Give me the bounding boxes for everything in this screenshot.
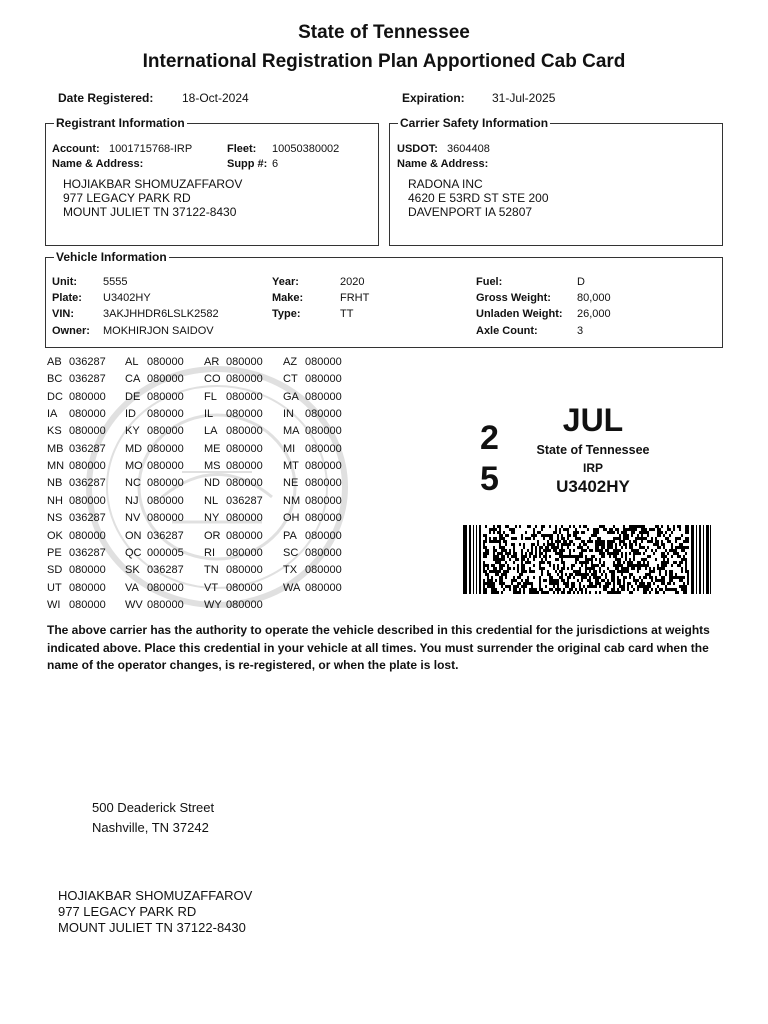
jurisdiction-code: NC [125, 477, 141, 490]
jurisdiction-weight: 080000 [305, 460, 342, 473]
make-value: FRHT [340, 292, 370, 304]
type-value: TT [340, 308, 354, 320]
jurisdiction-code: NL [204, 494, 219, 507]
jurisdiction-weight: 080000 [226, 390, 263, 403]
year-value: 2020 [340, 276, 365, 288]
jurisdiction-weight: 080000 [69, 408, 106, 421]
jurisdiction-code: QC [125, 546, 142, 559]
jurisdiction-code: IN [283, 408, 294, 421]
pdf417-barcode [463, 525, 711, 594]
jurisdiction-code: SK [125, 564, 140, 577]
jurisdiction-weight: 080000 [226, 581, 263, 594]
vehicle-info-legend: Vehicle Information [56, 250, 167, 264]
jurisdiction-entry [204, 529, 263, 543]
carrier-address-line: DAVENPORT IA 52807 [408, 205, 533, 219]
jurisdiction-weight: 080000 [147, 460, 184, 473]
account-value: 1001715768-IRP [109, 143, 193, 155]
jurisdiction-weight: 080000 [147, 494, 184, 507]
supp-value: 6 [272, 158, 279, 170]
fuel-value: D [577, 276, 585, 288]
jurisdiction-weight: 080000 [69, 390, 106, 403]
jurisdiction-entry [283, 511, 342, 525]
mailing-address-line: 977 LEGACY PARK RD [58, 904, 197, 919]
date-registered-label: Date Registered: [58, 91, 154, 105]
jurisdiction-entry [283, 355, 342, 369]
jurisdiction-code: CO [204, 373, 221, 386]
jurisdiction-code: WI [47, 598, 61, 611]
date-registered-value: 18-Oct-2024 [182, 91, 249, 105]
jurisdiction-entry [283, 546, 342, 560]
jurisdiction-weight: 080000 [147, 408, 184, 421]
make-label: Make: [272, 292, 304, 304]
jurisdiction-code: SD [47, 564, 63, 577]
fuel-label: Fuel: [476, 276, 503, 288]
return-address-line: 500 Deaderick Street [92, 800, 215, 815]
expiration-digit: 2 [480, 419, 499, 457]
jurisdiction-weight: 080000 [147, 356, 184, 368]
jurisdiction-weight: 080000 [226, 442, 263, 455]
jurisdiction-entry [204, 355, 263, 369]
jurisdiction-entry [125, 442, 184, 456]
jurisdiction-weight: 000005 [147, 546, 184, 559]
jurisdiction-entry [204, 581, 263, 595]
jurisdiction-weight: 080000 [69, 425, 106, 438]
expiration-digit: 5 [480, 460, 499, 498]
jurisdiction-entry [204, 511, 263, 525]
registrant-info-legend: Registrant Information [56, 116, 185, 130]
usdot-label: USDOT: [397, 143, 438, 155]
jurisdiction-entry [125, 511, 184, 525]
jurisdiction-weight: 036287 [226, 494, 263, 507]
jurisdiction-code: NS [47, 512, 63, 525]
gross-weight-value: 80,000 [577, 292, 611, 304]
jurisdiction-code: AR [204, 356, 220, 368]
jurisdiction-entry [283, 581, 342, 595]
jurisdiction-entry [204, 546, 263, 560]
jurisdiction-code: AL [125, 356, 139, 368]
jurisdiction-code: DC [47, 390, 63, 403]
jurisdiction-entry [47, 407, 106, 421]
jurisdiction-code: BC [47, 373, 63, 386]
jurisdiction-weight: 080000 [305, 425, 342, 438]
jurisdiction-code: AZ [283, 356, 298, 368]
carrier-address-line: 4620 E 53RD ST STE 200 [408, 191, 549, 205]
jurisdiction-code: MN [47, 460, 65, 473]
jurisdiction-weight: 080000 [226, 408, 263, 421]
authority-notice: The above carrier has the authority to operate the vehicle described in this credential for the jurisdictions at weights indicated above. Place this credential in your vehicle at all times. You must surrender the original cab card when the name of the operator changes, is re-registered, or when the plate is lost. [47, 623, 710, 672]
jurisdiction-weight: 080000 [147, 373, 184, 386]
jurisdiction-entry [204, 424, 263, 438]
jurisdiction-code: KS [47, 425, 62, 438]
unit-value: 5555 [103, 276, 128, 288]
owner-label: Owner: [52, 325, 90, 337]
jurisdiction-code: MS [204, 460, 221, 473]
jurisdiction-entry [47, 563, 106, 577]
jurisdiction-entry [204, 442, 263, 456]
jurisdiction-weight: 080000 [226, 460, 263, 473]
jurisdiction-code: UT [47, 581, 62, 594]
jurisdiction-code: FL [204, 390, 217, 403]
jurisdiction-code: IL [204, 408, 214, 421]
jurisdiction-entry [125, 529, 184, 543]
jurisdiction-entry [47, 442, 106, 456]
supp-label: Supp #: [227, 158, 268, 170]
jurisdiction-weight: 080000 [305, 564, 342, 577]
jurisdiction-entry [204, 407, 263, 421]
jurisdiction-entry [47, 598, 106, 612]
year-label: Year: [272, 276, 299, 288]
jurisdiction-entry [204, 476, 263, 490]
jurisdiction-entry [47, 390, 106, 404]
jurisdiction-code: NH [47, 494, 63, 507]
jurisdiction-entry [283, 407, 342, 421]
jurisdiction-weight: 080000 [147, 442, 184, 455]
type-label: Type: [272, 308, 301, 320]
jurisdiction-entry [47, 372, 106, 386]
jurisdiction-weight: 080000 [69, 529, 106, 542]
jurisdiction-entry [125, 494, 184, 508]
jurisdiction-weight: 080000 [226, 425, 263, 438]
registrant-address-line: MOUNT JULIET TN 37122-8430 [63, 205, 237, 219]
jurisdiction-weight: 080000 [69, 564, 106, 577]
jurisdiction-weight: 080000 [305, 356, 342, 368]
jurisdiction-weight: 080000 [305, 529, 342, 542]
jurisdiction-weight: 080000 [147, 598, 184, 611]
jurisdiction-code: OR [204, 529, 221, 542]
jurisdiction-entry [47, 529, 106, 543]
jurisdiction-weight: 080000 [69, 460, 106, 473]
jurisdiction-code: AB [47, 356, 62, 368]
jurisdiction-code: GA [283, 390, 299, 403]
jurisdiction-entry [283, 459, 342, 473]
jurisdiction-code: MI [283, 442, 296, 455]
jurisdiction-code: MD [125, 442, 143, 455]
jurisdiction-entry [47, 355, 106, 369]
sticker-state: State of Tennessee [536, 443, 650, 457]
unladen-weight-value: 26,000 [577, 308, 611, 320]
jurisdiction-code: VA [125, 581, 139, 594]
vin-label: VIN: [52, 308, 74, 320]
jurisdiction-code: CT [283, 373, 298, 386]
jurisdiction-entry [125, 476, 184, 490]
mailing-address-line: HOJIAKBAR SHOMUZAFFAROV [58, 888, 253, 903]
jurisdiction-entry [47, 511, 106, 525]
jurisdiction-code: MB [47, 442, 64, 455]
jurisdiction-weight: 080000 [226, 512, 263, 525]
jurisdiction-code: WA [283, 581, 301, 594]
expiration-value: 31-Jul-2025 [492, 91, 556, 105]
jurisdiction-code: MT [283, 460, 299, 473]
axle-count-value: 3 [577, 325, 584, 337]
jurisdiction-code: SC [283, 546, 299, 559]
jurisdiction-weight: 080000 [69, 494, 106, 507]
jurisdiction-code: TN [204, 564, 219, 577]
jurisdiction-code: ME [204, 442, 221, 455]
jurisdiction-code: WV [125, 598, 143, 611]
jurisdiction-entry [125, 459, 184, 473]
jurisdiction-weight: 080000 [147, 390, 184, 403]
jurisdiction-entry [125, 598, 184, 612]
jurisdiction-entry [283, 563, 342, 577]
jurisdiction-weight: 080000 [147, 477, 184, 490]
jurisdiction-code: NE [283, 477, 299, 490]
jurisdiction-weight: 080000 [147, 581, 184, 594]
carrier-safety-legend: Carrier Safety Information [400, 116, 549, 130]
jurisdiction-entry [125, 407, 184, 421]
sticker-program: IRP [582, 461, 603, 475]
jurisdiction-entry [47, 581, 106, 595]
jurisdiction-entry [204, 372, 263, 386]
jurisdiction-weight: 080000 [305, 581, 342, 594]
jurisdiction-code: DE [125, 390, 141, 403]
jurisdiction-entry [283, 390, 342, 404]
account-label: Account: [52, 143, 100, 155]
gross-weight-label: Gross Weight: [476, 292, 551, 304]
jurisdiction-weight: 080000 [147, 512, 184, 525]
sticker-month: JUL [562, 402, 624, 438]
jurisdiction-code: NY [204, 512, 220, 525]
jurisdiction-entry [283, 372, 342, 386]
usdot-value: 3604408 [447, 143, 490, 155]
jurisdiction-code: WY [204, 598, 222, 611]
jurisdiction-entry [204, 390, 263, 404]
jurisdiction-weight: 036287 [69, 477, 106, 490]
registrant-name-label: Name & Address: [52, 158, 144, 170]
jurisdiction-weight: 036287 [69, 356, 106, 368]
unit-label: Unit: [52, 276, 78, 288]
mailing-address-line: MOUNT JULIET TN 37122-8430 [58, 920, 246, 935]
jurisdiction-weight: 080000 [69, 598, 106, 611]
jurisdiction-code: RI [204, 546, 215, 559]
jurisdiction-code: NB [47, 477, 63, 490]
jurisdiction-weight: 080000 [305, 494, 342, 507]
registrant-address-line: HOJIAKBAR SHOMUZAFFAROV [63, 177, 243, 191]
sticker-plate: U3402HY [556, 477, 630, 496]
jurisdiction-entry [204, 598, 263, 612]
jurisdiction-code: OK [47, 529, 63, 542]
jurisdiction-weight: 080000 [305, 477, 342, 490]
jurisdiction-weight: 080000 [226, 546, 263, 559]
jurisdiction-code: ID [125, 408, 136, 421]
carrier-name-label: Name & Address: [397, 158, 489, 170]
jurisdiction-code: ND [204, 477, 220, 490]
jurisdiction-entry [125, 563, 184, 577]
jurisdiction-code: NM [283, 494, 301, 507]
jurisdiction-entry [47, 476, 106, 490]
jurisdiction-weight: 036287 [69, 373, 106, 386]
fleet-label: Fleet: [227, 143, 257, 155]
fleet-value: 10050380002 [272, 143, 340, 155]
jurisdiction-entry [125, 546, 184, 560]
jurisdiction-weight: 080000 [305, 512, 342, 525]
plate-value: U3402HY [103, 292, 151, 304]
jurisdiction-weight: 036287 [69, 546, 106, 559]
jurisdiction-weight: 080000 [147, 425, 184, 438]
jurisdiction-code: PE [47, 546, 62, 559]
jurisdiction-entry [283, 529, 342, 543]
owner-value: MOKHIRJON SAIDOV [103, 325, 214, 337]
jurisdiction-code: MO [125, 460, 143, 473]
jurisdiction-entry [204, 563, 263, 577]
page-title-document: International Registration Plan Apportioned Cab Card [142, 51, 626, 72]
jurisdiction-code: ON [125, 529, 142, 542]
jurisdiction-weight: 080000 [305, 546, 342, 559]
jurisdiction-code: OH [283, 512, 300, 525]
jurisdiction-code: MA [283, 425, 300, 438]
jurisdiction-code: VT [204, 581, 219, 594]
jurisdiction-weight: 036287 [147, 529, 184, 542]
jurisdiction-weight: 036287 [69, 442, 106, 455]
unladen-weight-label: Unladen Weight: [476, 308, 563, 320]
jurisdiction-entry [283, 494, 342, 508]
jurisdiction-entry [204, 494, 263, 508]
jurisdiction-entry [283, 476, 342, 490]
registrant-address-line: 977 LEGACY PARK RD [63, 191, 191, 205]
axle-count-label: Axle Count: [476, 325, 538, 337]
jurisdiction-weight: 080000 [305, 373, 342, 386]
jurisdiction-weight: 080000 [305, 408, 342, 421]
jurisdiction-weight: 080000 [226, 373, 263, 386]
jurisdiction-weight: 080000 [226, 529, 263, 542]
jurisdiction-entry [283, 442, 342, 456]
jurisdiction-entry [47, 424, 106, 438]
jurisdiction-code: NJ [125, 494, 139, 507]
jurisdiction-entry [125, 581, 184, 595]
jurisdiction-code: KY [125, 425, 140, 438]
jurisdiction-code: IA [47, 408, 58, 421]
jurisdiction-entry [204, 459, 263, 473]
jurisdiction-entry [125, 372, 184, 386]
expiration-label: Expiration: [402, 91, 465, 105]
jurisdiction-weight: 080000 [69, 581, 106, 594]
jurisdiction-weight: 080000 [226, 477, 263, 490]
jurisdiction-weight: 080000 [305, 390, 342, 403]
jurisdiction-entry [125, 355, 184, 369]
jurisdiction-code: LA [204, 425, 218, 438]
plate-label: Plate: [52, 292, 82, 304]
jurisdiction-entry [47, 494, 106, 508]
carrier-address-line: RADONA INC [408, 177, 483, 191]
jurisdiction-entry [47, 459, 106, 473]
page-title-state: State of Tennessee [298, 22, 470, 43]
return-address-line: Nashville, TN 37242 [92, 820, 209, 835]
jurisdiction-weight: 080000 [305, 442, 342, 455]
jurisdiction-entry [47, 546, 106, 560]
jurisdiction-code: TX [283, 564, 298, 577]
jurisdiction-weight: 080000 [226, 564, 263, 577]
jurisdiction-entry [125, 424, 184, 438]
jurisdiction-code: CA [125, 373, 141, 386]
jurisdiction-weight: 080000 [226, 598, 263, 611]
jurisdiction-entry [283, 424, 342, 438]
jurisdiction-code: PA [283, 529, 297, 542]
jurisdiction-entry [125, 390, 184, 404]
jurisdiction-weight: 036287 [69, 512, 106, 525]
jurisdiction-code: NV [125, 512, 141, 525]
vin-value: 3AKJHHDR6LSLK2582 [103, 308, 219, 320]
jurisdiction-weight: 036287 [147, 564, 184, 577]
jurisdiction-weight: 080000 [226, 356, 263, 368]
